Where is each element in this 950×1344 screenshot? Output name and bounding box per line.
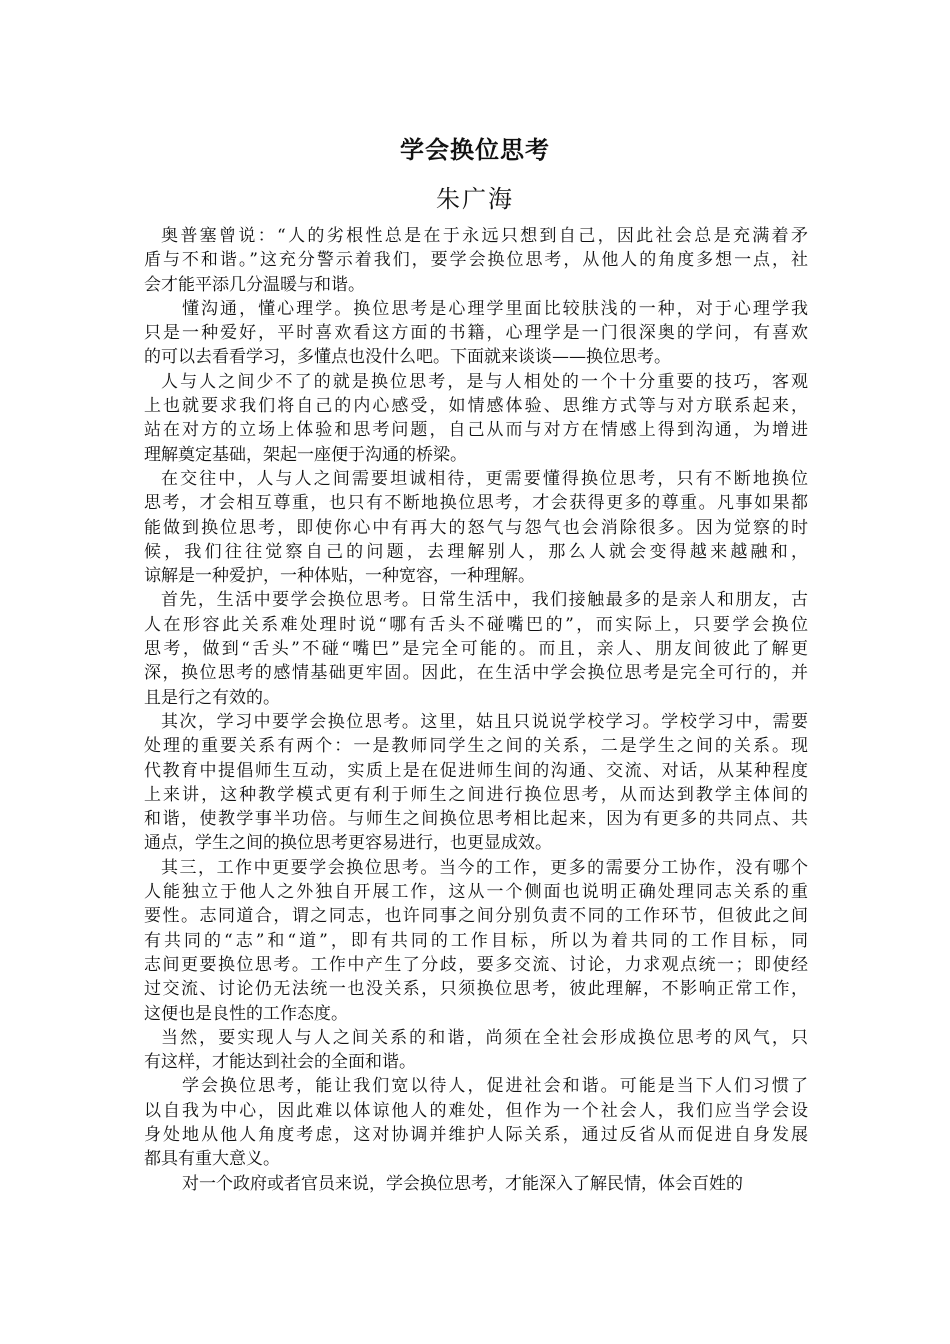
paragraph-line: 学会换位思考，能让我们宽以待人，促进社会和谐。可能是当下人们习惯了	[182, 1076, 808, 1097]
paragraph-line: 代教育中提倡师生互动，实质上是在促进师生间的沟通、交流、对话，从某种程度	[144, 760, 808, 781]
paragraph-line: 上来讲，这种教学模式更有利于师生之间进行换位思考，从而达到教学主体间的	[144, 784, 808, 805]
paragraph-line: 过交流、讨论仍无法统一也没关系，只须换位思考，彼此理解，不影响正常工作，	[144, 979, 808, 1000]
paragraph-line: 要性。志同道合，谓之同志，也许同事之间分别负责不同的工作环节，但彼此之间	[144, 906, 808, 927]
paragraph-line: 站在对方的立场上体验和思考问题，自己从而与对方在情感上得到沟通，为增进	[144, 420, 808, 441]
paragraph-line: 人与人之间少不了的就是换位思考，是与人相处的一个十分重要的技巧，客观	[161, 371, 808, 392]
paragraph-line: 奥普塞曾说：“人的劣根性总是在于永远只想到自己，因此社会总是充满着矛	[161, 226, 808, 246]
paragraph-line: 其三，工作中更要学会换位思考。当今的工作，更多的需要分工协作，没有哪个	[161, 857, 808, 878]
paragraph-line: 人在形容此关系难处理时说“哪有舌头不碰嘴巴的”，而实际上，只要学会换位	[144, 614, 808, 635]
paragraph-line: 志间更要换位思考。工作中产生了分歧，要多交流、讨论，力求观点统一；即使经	[144, 954, 808, 975]
paragraph-line: 能做到换位思考，即使你心中有再大的怒气与怨气也会消除很多。因为觉察的时	[144, 517, 808, 538]
paragraph-line: 懂沟通，懂心理学。换位思考是心理学里面比较肤浅的一种，对于心理学我	[182, 298, 808, 319]
paragraph-line: 会才能平添几分温暖与和谐。	[144, 274, 365, 295]
paragraph-line: 在交往中，人与人之间需要坦诚相待，更需要懂得换位思考，只有不断地换位	[161, 468, 808, 489]
paragraph	[144, 588, 808, 709]
paragraph-line: 和谐，使教学事半功倍。与师生之间换位思考相比起来，因为有更多的共同点、共	[144, 809, 808, 830]
paragraph	[144, 297, 808, 370]
paragraph	[144, 710, 808, 856]
paragraph-line: 以自我为中心，因此难以体谅他人的难处，但作为一个社会人，我们应当学会设	[144, 1100, 808, 1121]
paragraph-line: 盾与不和谐。”这充分警示着我们，要学会换位思考，从他人的角度多想一点，社	[144, 250, 808, 271]
paragraph-line: 思考，做到“舌头”不碰“嘴巴”是完全可能的。而且，亲人、朋友间彼此了解更	[144, 639, 808, 660]
paragraph-line: 思考，才会相互尊重，也只有不断地换位思考，才会获得更多的尊重。凡事如果都	[144, 493, 808, 514]
paragraph	[144, 1074, 808, 1171]
paragraph	[144, 224, 808, 297]
paragraph-line: 都具有重大意义。	[144, 1149, 280, 1170]
paragraph-line: 上也就要求我们将自己的内心感受，如情感体验、思维方式等与对方联系起来，	[144, 396, 808, 417]
paragraph-line: 有共同的“志”和“道”，即有共同的工作目标，所以为着共同的工作目标，同	[144, 930, 808, 951]
paragraph	[144, 1172, 808, 1196]
paragraph-line: 且是行之有效的。	[144, 687, 280, 708]
paragraph-line: 谅解是一种爱护，一种体贴，一种宽容，一种理解。	[144, 566, 535, 587]
document-title: 学会换位思考	[400, 136, 550, 164]
paragraph-line: 理解奠定基础，架起一座便于沟通的桥梁。	[144, 444, 467, 465]
paragraph-line: 有这样，才能达到社会的全面和谐。	[144, 1052, 416, 1073]
paragraph-line: 只是一种爱好，平时喜欢看这方面的书籍，心理学是一门很深奥的学问，有喜欢	[144, 323, 808, 344]
paragraph-line: 处理的重要关系有两个：一是教师同学生之间的关系，二是学生之间的关系。现	[144, 736, 808, 757]
paragraph-line: 首先，生活中要学会换位思考。日常生活中，我们接触最多的是亲人和朋友，古	[161, 590, 808, 611]
paragraph	[144, 856, 808, 1026]
paragraph-line: 当然，要实现人与人之间关系的和谐，尚须在全社会形成换位思考的风气，只	[161, 1027, 808, 1048]
paragraph	[144, 467, 808, 588]
document-author: 朱广海	[436, 185, 514, 213]
paragraph	[144, 1026, 808, 1075]
paragraph-line: 身处地从他人角度考虑，这对协调并维护人际关系，通过反省从而促进自身发展	[144, 1124, 808, 1145]
paragraph-line: 的可以去看看学习，多懂点也没什么吧。下面就来谈谈——换位思考。	[144, 347, 671, 368]
paragraph-line: 候，我们往往觉察自己的问题，去理解别人，那么人就会变得越来越融和，	[144, 541, 808, 562]
paragraph-line: 这便也是良性的工作态度。	[144, 1003, 348, 1024]
paragraph	[144, 370, 808, 467]
paragraph-line: 人能独立于他人之外独自开展工作，这从一个侧面也说明正确处理同志关系的重	[144, 882, 808, 903]
paragraph-line: 深，换位思考的感情基础更牢固。因此，在生活中学会换位思考是完全可行的，并	[144, 663, 808, 684]
paragraph-line: 通点，学生之间的换位思考更容易进行，也更显成效。	[144, 833, 552, 854]
paragraph-line: 对一个政府或者官员来说，学会换位思考，才能深入了解民情，体会百姓的	[182, 1173, 743, 1194]
document-body	[144, 224, 808, 1196]
paragraph-line: 其次，学习中要学会换位思考。这里，姑且只说说学校学习。学校学习中，需要	[161, 711, 808, 732]
